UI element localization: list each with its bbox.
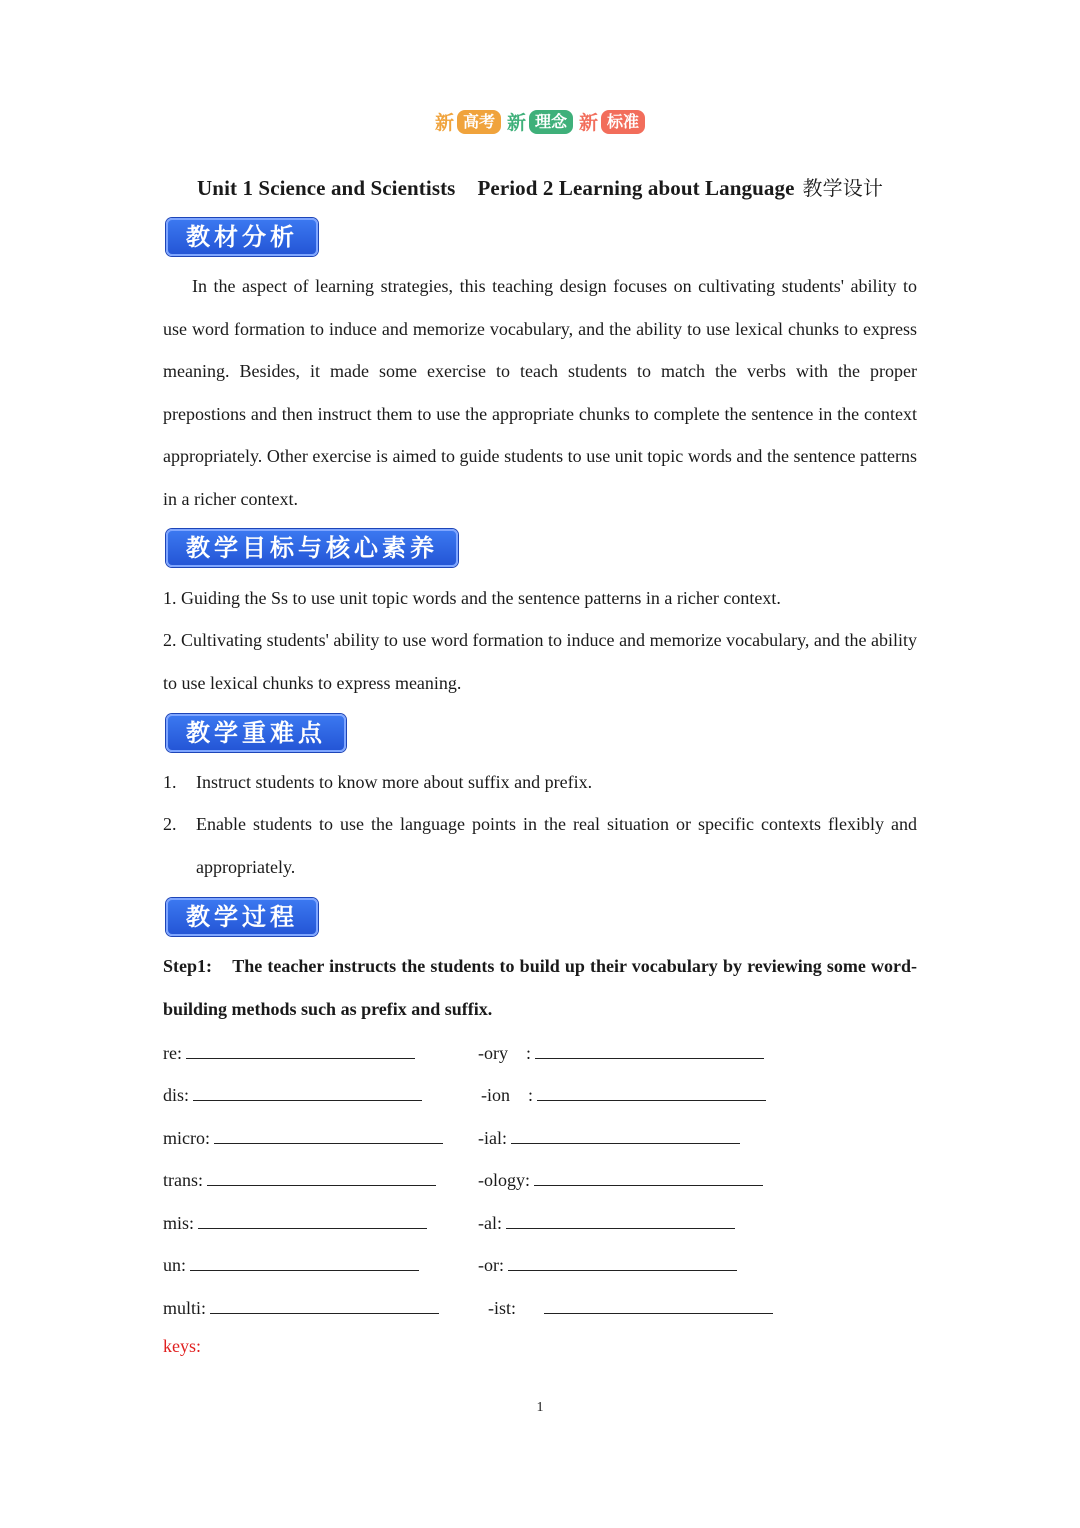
suffix-label: -or: <box>478 1255 504 1275</box>
prefix-row <box>163 1295 439 1321</box>
key-point-item <box>163 803 917 888</box>
suffix-label: -ory : <box>478 1043 531 1063</box>
answer-blank[interactable] <box>190 1252 419 1271</box>
prefix-row <box>163 1210 427 1236</box>
answer-blank[interactable] <box>207 1167 436 1186</box>
answer-blank[interactable] <box>193 1082 422 1101</box>
suffix-row <box>478 1167 763 1193</box>
brand-pill: 理念 <box>529 110 573 134</box>
title-unit: Unit 1 Science and Scientists <box>197 176 456 200</box>
section-badge-objectives: 教学目标与核心素养 <box>166 529 458 567</box>
answer-blank[interactable] <box>544 1295 773 1314</box>
suffix-label: -ion : <box>481 1085 533 1105</box>
answer-blank[interactable] <box>506 1210 735 1229</box>
key-point-text: Instruct students to know more about suffix and prefix. <box>196 772 593 792</box>
key-point-number: 2. <box>163 814 177 834</box>
suffix-row <box>478 1125 740 1151</box>
prefix-row <box>163 1040 415 1066</box>
step1-instruction: Step1: The teacher instructs the students to build up their vocabulary by reviewing some word-building methods such as prefix and suffix. <box>163 956 917 1019</box>
answer-blank[interactable] <box>511 1125 740 1144</box>
suffix-row <box>481 1082 766 1108</box>
section-badge-key-points: 教学重难点 <box>166 714 346 752</box>
answer-blank[interactable] <box>214 1125 443 1144</box>
prefix-row <box>163 1167 436 1193</box>
prefix-label: trans: <box>163 1170 203 1190</box>
title-suffix: 教学设计 <box>802 176 883 200</box>
suffix-label: -al: <box>478 1213 502 1233</box>
answer-blank[interactable] <box>535 1040 764 1059</box>
suffix-row <box>478 1040 764 1066</box>
prefix-row <box>163 1252 419 1278</box>
suffix-label: -ist: <box>488 1298 517 1318</box>
suffix-row <box>488 1295 773 1321</box>
brand-group-gaokao <box>435 108 501 135</box>
brand-pill: 高考 <box>457 110 501 134</box>
suffix-row <box>478 1252 737 1278</box>
brand-prefix: 新 <box>506 112 526 134</box>
prefix-label: dis: <box>163 1085 190 1105</box>
brand-group-biaozhun <box>579 108 645 135</box>
answer-blank[interactable] <box>534 1167 763 1186</box>
objective-item: 2. Cultivating students' ability to use word formation to induce and memorize vocabulary, and the ability to use lexical chunks to express meaning. <box>163 630 917 693</box>
keys-label: keys: <box>163 1336 201 1356</box>
answer-blank[interactable] <box>210 1295 439 1314</box>
prefix-label: micro: <box>163 1128 210 1148</box>
objective-item: 1. Guiding the Ss to use unit topic words and the sentence patterns in a richer context. <box>163 588 781 608</box>
prefix-label: multi: <box>163 1298 207 1318</box>
page-number: 1 <box>536 1400 544 1415</box>
brand-prefix: 新 <box>434 112 454 134</box>
prefix-label: un: <box>163 1255 187 1275</box>
key-point-text: Enable students to use the language points in the real situation or specific contexts flexibly and appropriately. <box>196 814 917 877</box>
suffix-label: -ial: <box>478 1128 507 1148</box>
prefix-row <box>163 1125 443 1151</box>
prefix-row <box>163 1082 422 1108</box>
document-title <box>0 172 1080 201</box>
key-point-item <box>163 761 917 804</box>
brand-group-linian <box>507 108 573 135</box>
key-point-number: 1. <box>163 772 177 792</box>
suffix-row <box>478 1210 735 1236</box>
answer-blank[interactable] <box>508 1252 737 1271</box>
brand-pill: 标准 <box>601 110 645 134</box>
brand-banner <box>0 108 1080 135</box>
answer-blank[interactable] <box>186 1040 415 1059</box>
analysis-paragraph: In the aspect of learning strategies, this teaching design focuses on cultivating students' ability to use word formation to induce and memorize vocabulary, and the ability to use lexical chunks to express meaning. Besides, it made some exercise to teach students to match the verbs with the proper prepostions and then instruct them to use the appropriate chunks to complete the sentence in the context appropriately. Other exercise is aimed to guide students to use unit topic words and the sentence patterns in a richer context. <box>163 276 917 509</box>
title-period: Period 2 Learning about Language <box>477 176 795 200</box>
section-badge-analysis: 教材分析 <box>166 218 318 256</box>
section-badge-process: 教学过程 <box>166 898 318 936</box>
suffix-label: -ology: <box>478 1170 530 1190</box>
prefix-label: mis: <box>163 1213 195 1233</box>
prefix-label: re: <box>163 1043 182 1063</box>
answer-blank[interactable] <box>537 1082 766 1101</box>
brand-prefix: 新 <box>579 112 599 134</box>
answer-blank[interactable] <box>198 1210 427 1229</box>
